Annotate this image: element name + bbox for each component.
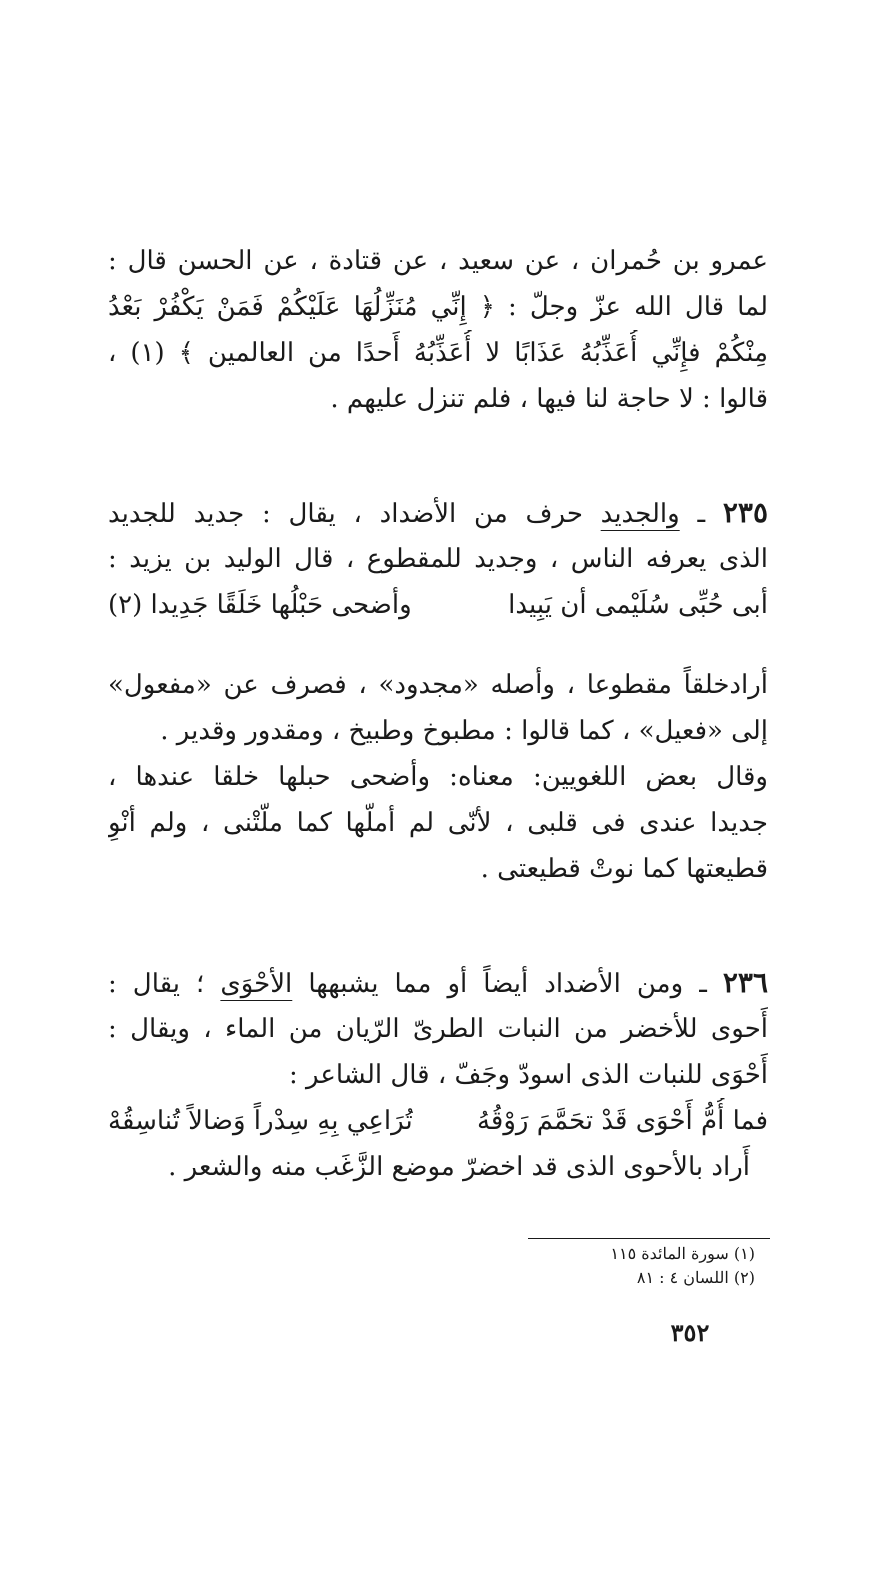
entry-number: ٢٣٥	[722, 496, 768, 529]
entry-heading-start: ـ ومن الأضداد أيضاً أو مما يشبهها	[292, 969, 723, 999]
text-line: أَحوى للأخضر من النبات الطرىّ الرّيان من الماء ، ويقال :	[108, 1014, 768, 1044]
entry-heading-end: ؛ يقال :	[108, 969, 221, 999]
entry-heading-rest: حرف من الأضداد ، يقال : جديد للجديد	[108, 499, 601, 529]
entry-heading-line	[108, 960, 768, 1006]
page-number: ٣٥٢	[670, 1318, 710, 1347]
verse-second-hemistich: تُرَاعِي بِهِ سِدْراً وَضالاً تُناسِقُهْ	[108, 1106, 413, 1136]
entry-number: ٢٣٦	[722, 966, 768, 999]
entry-235	[108, 490, 768, 628]
text-line: أرادخلقاً مقطوعا ، وأصله «مجدود» ، فصرف عن «مفعول»	[108, 670, 768, 700]
text-line: عمرو بن حُمران ، عن سعيد ، عن قتادة ، عن الحسن قال :	[108, 246, 768, 276]
footnote-divider	[528, 1238, 770, 1239]
text-line: مِنْكُمْ فإِنِّي أُعَذِّبُهُ عَذَابًا لا أُعَذِّبُهُ أَحدًا من العالمين ﴾ (١) ،	[108, 338, 768, 368]
entry-236	[108, 960, 768, 1190]
verse-second-hemistich: وأضحى حَبْلُها خَلَقًا جَدِيدا (٢)	[108, 590, 412, 620]
text-line: أَحْوَى للنبات الذى اسودّ وجَفّ ، قال الشاعر :	[288, 1060, 768, 1090]
entry-term: الأحْوَى	[220, 969, 293, 999]
footnote: (٢) اللسان ٤ : ٨١	[636, 1268, 755, 1287]
footnotes	[540, 1242, 755, 1290]
text-line: جديدا عندى فى قلبى ، لأنّى لم أملّها كما ملّتْنى ، ولم أنْوِ	[108, 808, 768, 838]
entry-235-explanation	[108, 662, 768, 892]
text-line: الذى يعرفه الناس ، وجديد للمقطوع ، قال الوليد بن يزيد :	[108, 544, 768, 574]
verse-first-hemistich: أبى حُبِّى سُلَيْمى أن يَبِيدا	[508, 590, 768, 620]
paragraph-hadith	[108, 238, 768, 422]
poetry-verse	[108, 582, 768, 628]
text-line: أَراد بالأحوى الذى قد اخضرّ موضع الزَّغَب منه والشعر .	[168, 1152, 750, 1182]
verse-first-hemistich: فما أُمُّ أَحْوَى قَدْ تحَمَّمَ رَوْقُهُ	[476, 1106, 768, 1136]
text-line: إلى «فعيل» ، كما قالوا : مطبوخ وطبيخ ، ومقدور وقدير .	[160, 716, 768, 746]
entry-heading-line	[108, 490, 768, 536]
text-line: لما قال الله عزّ وجلّ : ﴿ إِنِّي مُنَزِّلُهَا عَلَيْكُمْ فَمَنْ يَكْفُرْ بَعْدُ	[108, 292, 768, 322]
text-line: قالوا : لا حاجة لنا فيها ، فلم تنزل عليهم .	[330, 384, 768, 414]
poetry-verse	[108, 1098, 768, 1144]
text-line: وقال بعض اللغويين: معناه: وأضحى حبلها خلقا عندها ،	[108, 762, 768, 792]
text-line: قطيعتها كما نوتْ قطيعتى .	[480, 854, 768, 884]
entry-dash: ـ	[679, 499, 723, 529]
footnote: (١) سورة المائدة ١١٥	[610, 1244, 755, 1263]
entry-term: والجديد	[600, 499, 680, 529]
